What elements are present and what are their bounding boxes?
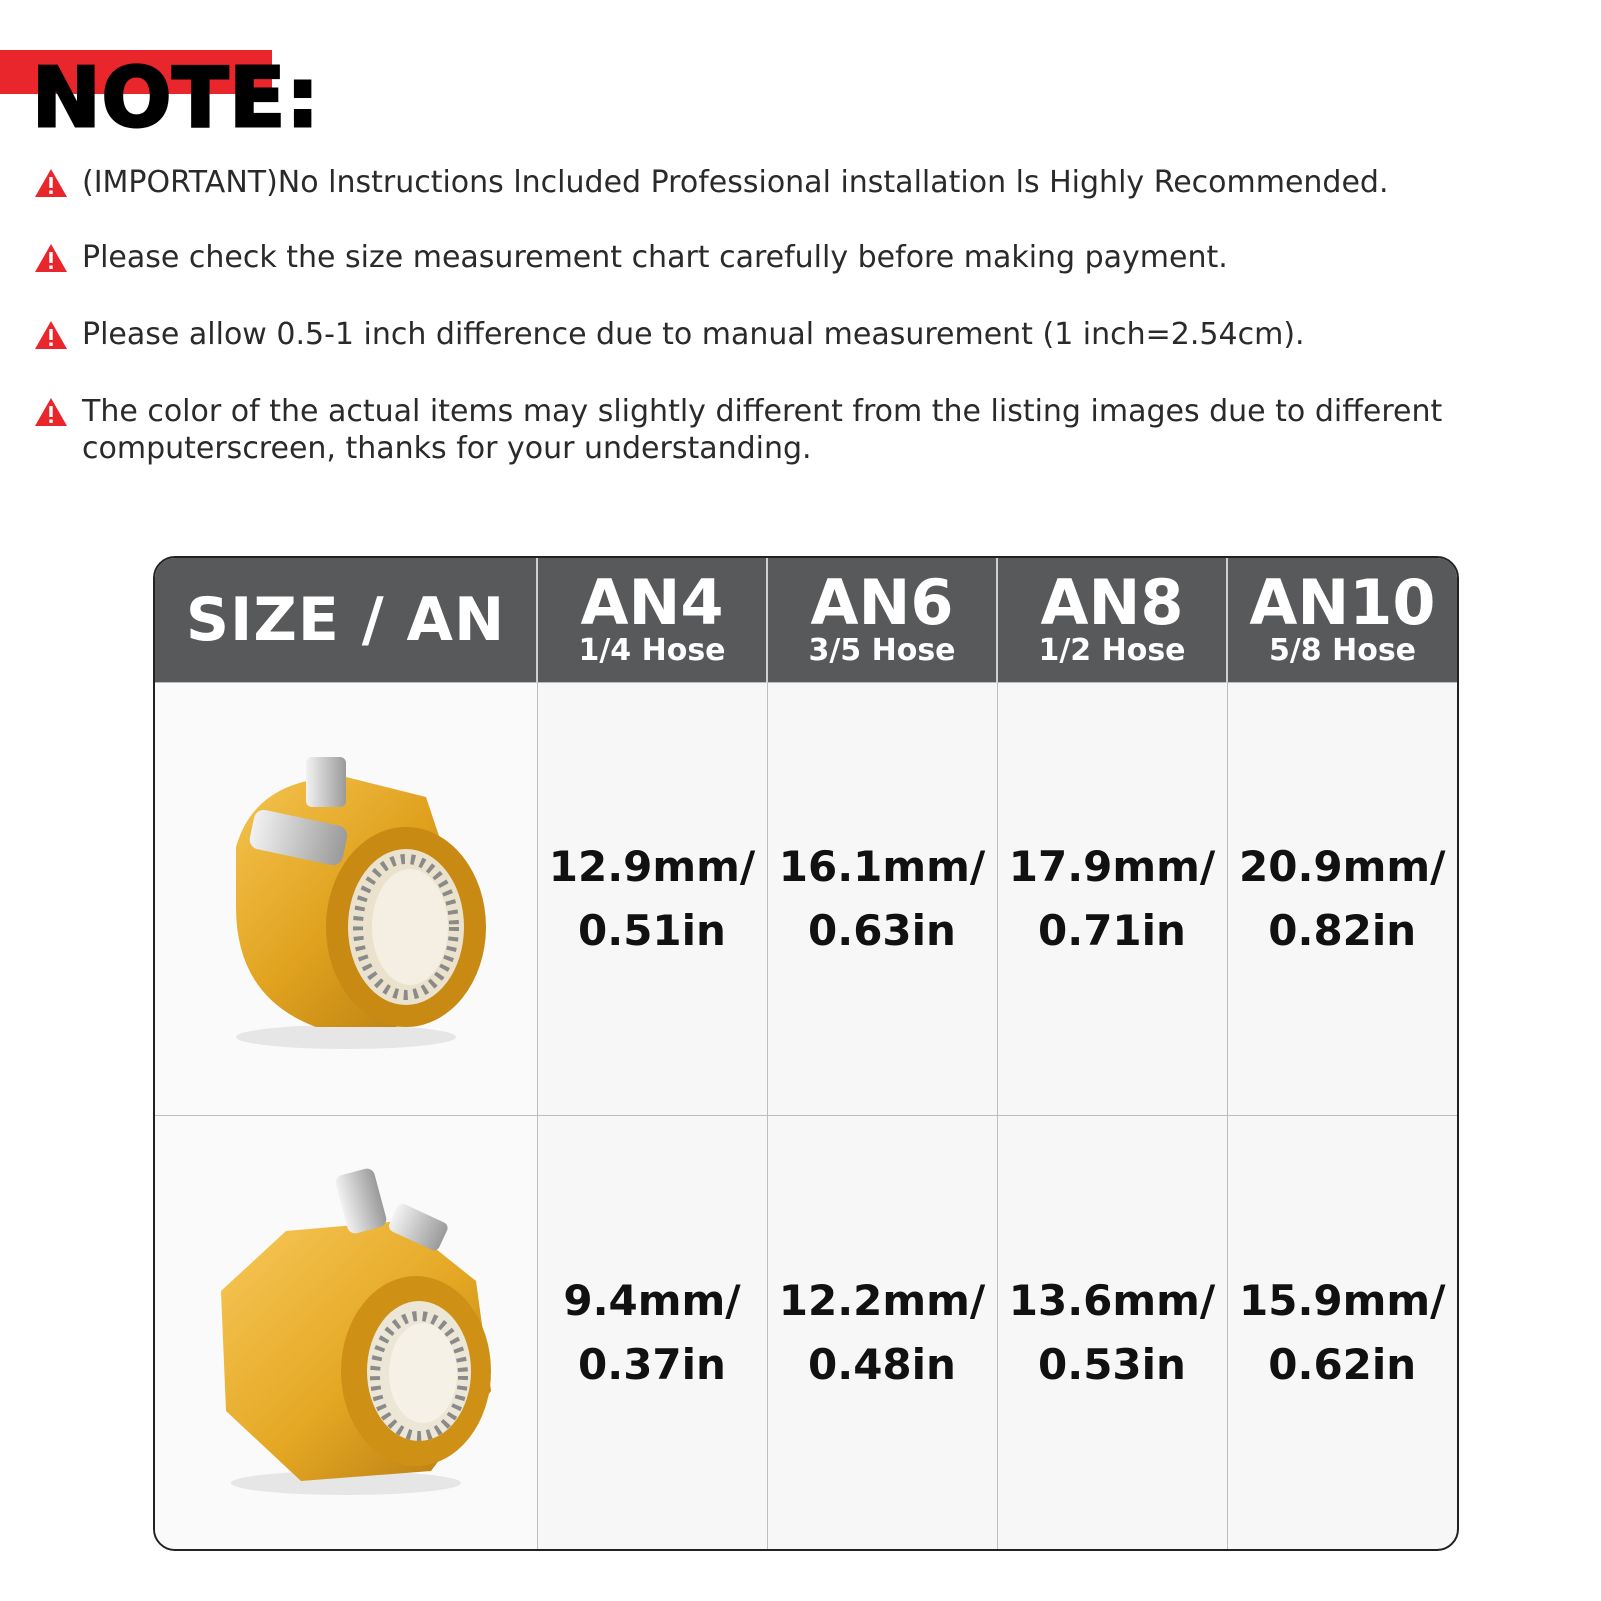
inch-value: 0.37in <box>578 1339 726 1389</box>
inch-value: 0.71in <box>1038 906 1186 956</box>
hose-clamp-hex-image <box>191 1161 501 1501</box>
table-cell <box>767 1116 997 1549</box>
hose-label: 1/4 Hose <box>578 633 726 669</box>
column-header-an6 <box>767 558 997 683</box>
table-cell <box>997 683 1227 1116</box>
product-image-cell <box>155 683 537 1116</box>
inch-value: 0.51in <box>578 906 726 956</box>
column-header-an4 <box>537 558 767 683</box>
hose-clamp-side-image <box>196 737 496 1057</box>
inch-value: 0.48in <box>808 1339 956 1389</box>
column-header-an8 <box>997 558 1227 683</box>
warning-icon <box>34 168 68 198</box>
mm-value: 15.9mm/ <box>1239 1275 1446 1325</box>
size-label: AN6 <box>810 566 954 640</box>
size-label: AN10 <box>1249 566 1436 640</box>
warning-icon <box>34 397 68 427</box>
mm-value: 9.4mm/ <box>563 1275 741 1325</box>
table-cell <box>1227 1116 1457 1549</box>
hose-label: 3/5 Hose <box>808 633 956 669</box>
size-an-header: SIZE / AN <box>155 558 537 683</box>
note-text: Please allow 0.5-1 inch difference due to manual measurement (1 inch=2.54cm). <box>82 317 1305 352</box>
mm-value: 12.9mm/ <box>548 842 756 892</box>
table-cell <box>767 683 997 1116</box>
table-cell <box>537 683 767 1116</box>
table-cell <box>537 1116 767 1549</box>
table-header-row <box>155 558 1457 683</box>
inch-value: 0.63in <box>808 906 956 956</box>
note-text: (IMPORTANT)No lnstructions lncluded Professional installation ls Highly Recommended. <box>82 165 1389 200</box>
note-item <box>34 316 1305 353</box>
inch-value: 0.62in <box>1268 1339 1417 1389</box>
warning-icon <box>34 243 68 273</box>
note-item <box>34 164 1389 201</box>
table-cell <box>997 1116 1227 1549</box>
product-image-cell <box>155 1116 537 1549</box>
mm-value: 20.9mm/ <box>1239 842 1446 892</box>
size-label: AN4 <box>580 566 724 640</box>
size-chart-table <box>153 556 1459 1551</box>
hose-label: 5/8 Hose <box>1268 633 1417 669</box>
mm-value: 16.1mm/ <box>778 842 986 892</box>
inch-value: 0.53in <box>1038 1339 1186 1389</box>
warning-icon <box>34 320 68 350</box>
table-row <box>155 683 1457 1116</box>
note-item <box>34 393 1522 467</box>
inch-value: 0.82in <box>1268 906 1417 956</box>
hose-label: 1/2 Hose <box>1038 633 1186 669</box>
column-header-an10 <box>1227 558 1457 683</box>
note-item <box>34 239 1228 276</box>
table-cell <box>1227 683 1457 1116</box>
mm-value: 13.6mm/ <box>1008 1275 1216 1325</box>
mm-value: 12.2mm/ <box>778 1275 986 1325</box>
note-title: NOTE: <box>32 51 321 146</box>
note-text: The color of the actual items may slightly different from the listing images due to different computerscreen, thanks for your understanding. <box>82 394 1443 466</box>
table-row <box>155 1116 1457 1549</box>
note-text: Please check the size measurement chart carefully before making payment. <box>82 240 1228 275</box>
mm-value: 17.9mm/ <box>1008 842 1216 892</box>
size-label: AN8 <box>1040 566 1184 640</box>
